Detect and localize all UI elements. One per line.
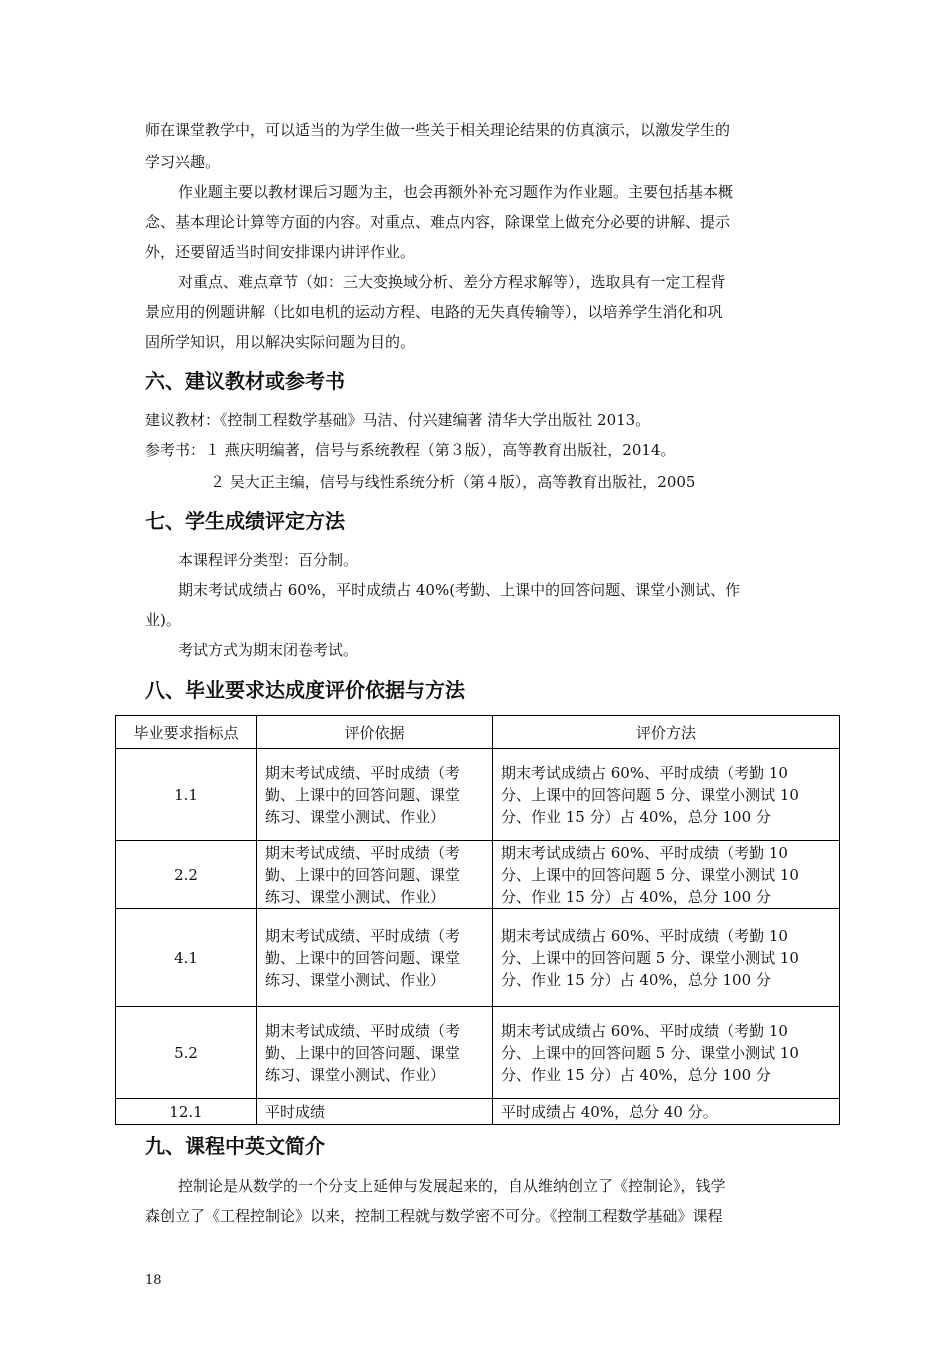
basis-line: 期末考试成绩、平时成绩（考 xyxy=(265,843,461,862)
basis-line: 期末考试成绩、平时成绩（考 xyxy=(265,1021,461,1040)
paragraph-line: 作业题主要以教材课后习题为主，也会再额外补充习题作为作业题。主要包括基本概 xyxy=(178,183,734,201)
method-line: 期末考试成绩占 60%、平时成绩（考勤 10 xyxy=(501,926,788,945)
paragraph-line: 学习兴趣。 xyxy=(145,153,221,171)
section-heading-8: 八、毕业要求达成度评价依据与方法 xyxy=(145,678,465,702)
section-heading-7: 七、学生成绩评定方法 xyxy=(145,509,345,533)
paragraph-line: 控制论是从数学的一个分支上延伸与发展起来的，自从维纳创立了《控制论》，钱学 xyxy=(178,1177,726,1195)
method-line: 分、上课中的回答问题 5 分、课堂小测试 10 xyxy=(501,1043,799,1062)
paragraph-line: 考试方式为期末闭卷考试。 xyxy=(178,641,359,659)
paragraph-line: 森创立了《工程控制论》以来，控制工程就与数学密不可分。《控制工程数学基础》课程 xyxy=(145,1207,723,1225)
paragraph-line: 念、基本理论计算等方面的内容。对重点、难点内容，除课堂上做充分必要的讲解、提示 xyxy=(145,213,731,231)
method-cell xyxy=(493,841,840,909)
header-cell: 评价依据 xyxy=(257,716,493,749)
method-line: 平时成绩占 40%，总分 40 分。 xyxy=(501,1102,718,1121)
basis-cell xyxy=(257,749,493,841)
paragraph-line: 固所学知识，用以解决实际问题为目的。 xyxy=(145,333,416,351)
basis-line: 期末考试成绩、平时成绩（考 xyxy=(265,926,461,945)
section-heading-6: 六、建议教材或参考书 xyxy=(145,369,345,393)
basis-line: 期末考试成绩、平时成绩（考 xyxy=(265,763,461,782)
paragraph-line: 对重点、难点章节（如：三大变换域分析、差分方程求解等），选取具有一定工程背 xyxy=(178,273,726,291)
point-cell: 12.1 xyxy=(116,1099,257,1125)
method-line: 分、作业 15 分）占 40%，总分 100 分 xyxy=(501,970,771,989)
method-line: 期末考试成绩占 60%、平时成绩（考勤 10 xyxy=(501,843,788,862)
basis-cell xyxy=(257,1099,493,1125)
method-line: 分、上课中的回答问题 5 分、课堂小测试 10 xyxy=(501,948,799,967)
page-number: 18 xyxy=(145,1273,162,1288)
method-line: 分、作业 15 分）占 40%，总分 100 分 xyxy=(501,1065,771,1084)
point-cell: 2.2 xyxy=(116,841,257,909)
method-cell xyxy=(493,909,840,1007)
basis-line: 勤、上课中的回答问题、课堂 xyxy=(265,865,461,884)
basis-line: 练习、课堂小测试、作业） xyxy=(265,970,446,989)
header-cell: 评价方法 xyxy=(493,716,840,749)
header-cell: 毕业要求指标点 xyxy=(116,716,257,749)
basis-line: 勤、上课中的回答问题、课堂 xyxy=(265,948,461,967)
basis-line: 平时成绩 xyxy=(265,1102,326,1121)
basis-line: 练习、课堂小测试、作业） xyxy=(265,807,446,826)
paragraph-line: 业)。 xyxy=(145,611,181,629)
paragraph-line: 外，还要留适当时间安排课内讲评作业。 xyxy=(145,243,416,261)
section-heading-9: 九、课程中英文简介 xyxy=(145,1134,325,1158)
paragraph-line: 师在课堂教学中，可以适当的为学生做一些关于相关理论结果的仿真演示，以激发学生的 xyxy=(145,121,731,139)
method-line: 分、作业 15 分）占 40%，总分 100 分 xyxy=(501,807,771,826)
basis-line: 勤、上课中的回答问题、课堂 xyxy=(265,1043,461,1062)
method-line: 分、上课中的回答问题 5 分、课堂小测试 10 xyxy=(501,865,799,884)
table-row xyxy=(116,1007,840,1099)
basis-cell xyxy=(257,841,493,909)
textbook-line: 建议教材：《控制工程数学基础》马洁、付兴建编著 清华大学出版社 2013。 xyxy=(145,411,651,429)
point-cell: 4.1 xyxy=(116,909,257,1007)
paragraph-line: 期末考试成绩占 60%，平时成绩占 40%(考勤、上课中的回答问题、课堂小测试、作 xyxy=(178,581,741,599)
evaluation-table xyxy=(115,715,840,1125)
reference-line: ２ 吴大正主编，信号与线性系统分析（第４版），高等教育出版社，2005 xyxy=(210,473,696,491)
method-cell xyxy=(493,1007,840,1099)
basis-line: 练习、课堂小测试、作业） xyxy=(265,887,446,906)
paragraph-line: 景应用的例题讲解（比如电机的运动方程、电路的无失真传输等），以培养学生消化和巩 xyxy=(145,303,723,321)
paragraph-line: 本课程评分类型：百分制。 xyxy=(178,551,359,569)
basis-cell xyxy=(257,909,493,1007)
table-row xyxy=(116,749,840,841)
method-line: 期末考试成绩占 60%、平时成绩（考勤 10 xyxy=(501,763,788,782)
table-row xyxy=(116,909,840,1007)
point-cell: 1.1 xyxy=(116,749,257,841)
table-header-row xyxy=(116,716,840,749)
table-row xyxy=(116,841,840,909)
point-cell: 5.2 xyxy=(116,1007,257,1099)
basis-cell xyxy=(257,1007,493,1099)
method-cell xyxy=(493,1099,840,1125)
basis-line: 勤、上课中的回答问题、课堂 xyxy=(265,785,461,804)
method-cell xyxy=(493,749,840,841)
method-line: 分、上课中的回答问题 5 分、课堂小测试 10 xyxy=(501,785,799,804)
method-line: 期末考试成绩占 60%、平时成绩（考勤 10 xyxy=(501,1021,788,1040)
reference-line: 参考书：１ 燕庆明编著，信号与系统教程（第３版），高等教育出版社，2014。 xyxy=(145,441,676,459)
basis-line: 练习、课堂小测试、作业） xyxy=(265,1065,446,1084)
table-row xyxy=(116,1099,840,1125)
method-line: 分、作业 15 分）占 40%，总分 100 分 xyxy=(501,887,771,906)
